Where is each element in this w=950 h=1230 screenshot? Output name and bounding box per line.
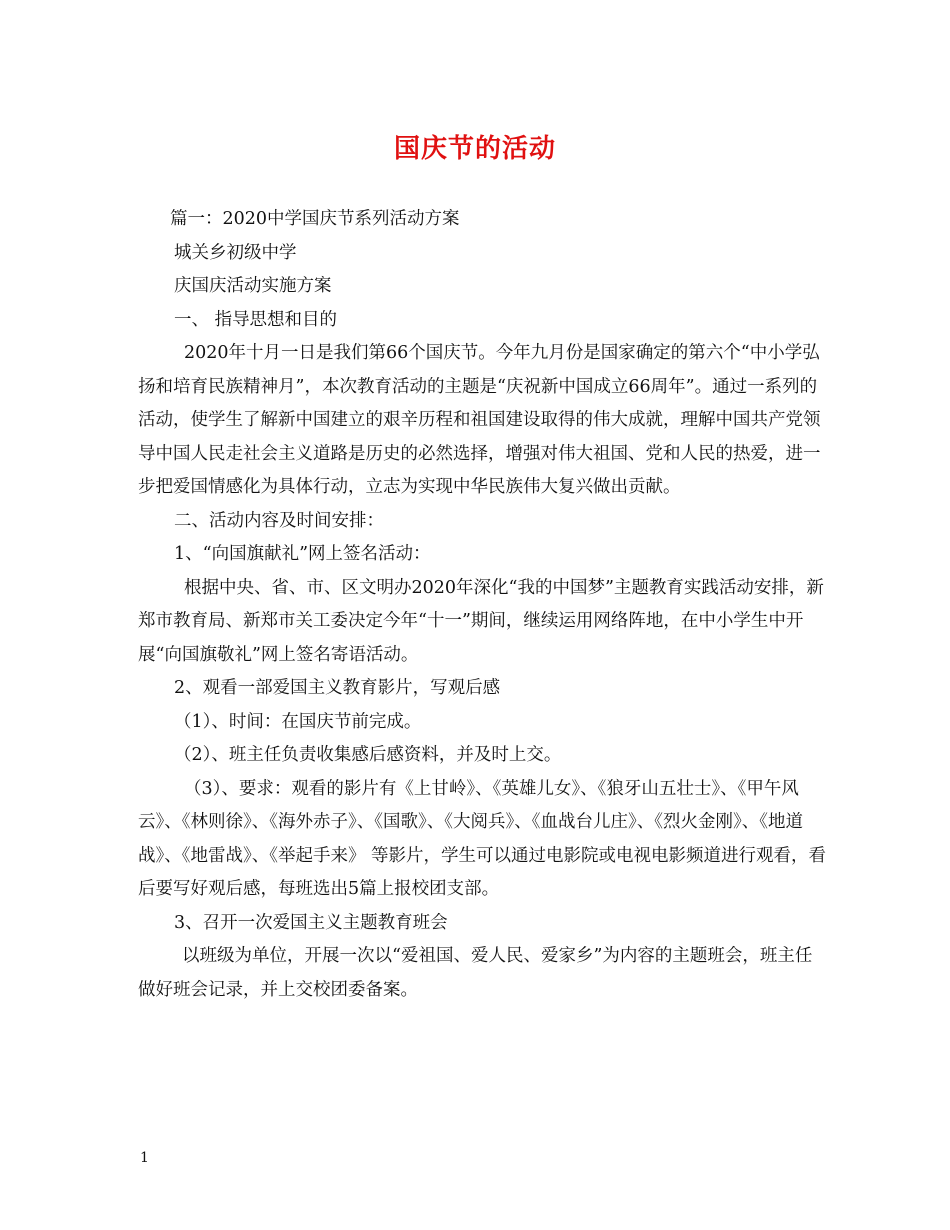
document-title: 国庆节的活动 (393, 134, 556, 164)
paragraph-guiding-ideas-body: 2020年十月一日是我们第66个国庆节。今年九月份是国家确定的第六个“中小学弘扬和培育民族精神月”，本次教育活动的主题是“庆祝新中国成立66周年”。通过一系列的活动，使学生了解新中国建立的艰辛历程和祖国建设取得的伟大成就，理解中国共产党领导中国人民走社会主义道路是历史的必然选择，增强对伟大祖国、党和人民的热爱，进一步把爱国情感化为具体行动，立志为实现中华民族伟大复兴做出贡献。 (138, 343, 821, 497)
paragraph-activity-3-heading: 3、召开一次爱国主义主题教育班会 (174, 912, 448, 933)
page-number: 1 (140, 1150, 149, 1166)
paragraph-activity-2-time: （1）、时间：在国庆节前完成。 (174, 711, 422, 732)
paragraph-activity-1-heading: 1、“向国旗献礼”网上签名活动： (174, 544, 431, 564)
paragraph-section-heading: 篇一：2020中学国庆节系列活动方案 (170, 209, 460, 229)
document-body (138, 203, 828, 1007)
paragraph-activity-3-body: 以班级为单位，开展一次以“爱祖国、爱人民、爱家乡”为内容的主题班会，班主任做好班会记录，并上交校团委备案。 (138, 946, 813, 1000)
paragraph-heading-guiding-ideas: 一、 指导思想和目的 (174, 309, 338, 330)
paragraph-activity-2-collect: （2）、班主任负责收集感后感资料，并及时上交。 (174, 745, 562, 765)
paragraph-heading-activities: 二、活动内容及时间安排： (174, 510, 384, 531)
paragraph-activity-2-heading: 2、观看一部爱国主义教育影片，写观后感 (174, 678, 501, 698)
paragraph-plan-title: 庆国庆活动实施方案 (174, 276, 332, 296)
paragraph-activity-2-requirements: （3）、要求：观看的影片有《上甘岭》、《英雄儿女》、《狼牙山五壮士》、《甲午风云》、《林则徐》、《海外赤子》、《国歌》、《大阅兵》、《血战台儿庄》、《烈火金刚》、《地道战》、《地雷战》、《举起手来》 等影片，学生可以通过电影院或电视电影频道进行观看，看后要写好观后感，每班选出5篇上报校团支部。 (138, 778, 827, 899)
paragraph-activity-1-body: 根据中央、省、市、区文明办2020年深化“我的中国梦”主题教育实践活动安排，新郑市教育局、新郑市关工委决定今年“十一”期间，继续运用网络阵地，在中小学生中开展“向国旗敬礼”网上签名寄语活动。 (138, 577, 824, 665)
paragraph-school-name: 城关乡初级中学 (174, 242, 297, 263)
